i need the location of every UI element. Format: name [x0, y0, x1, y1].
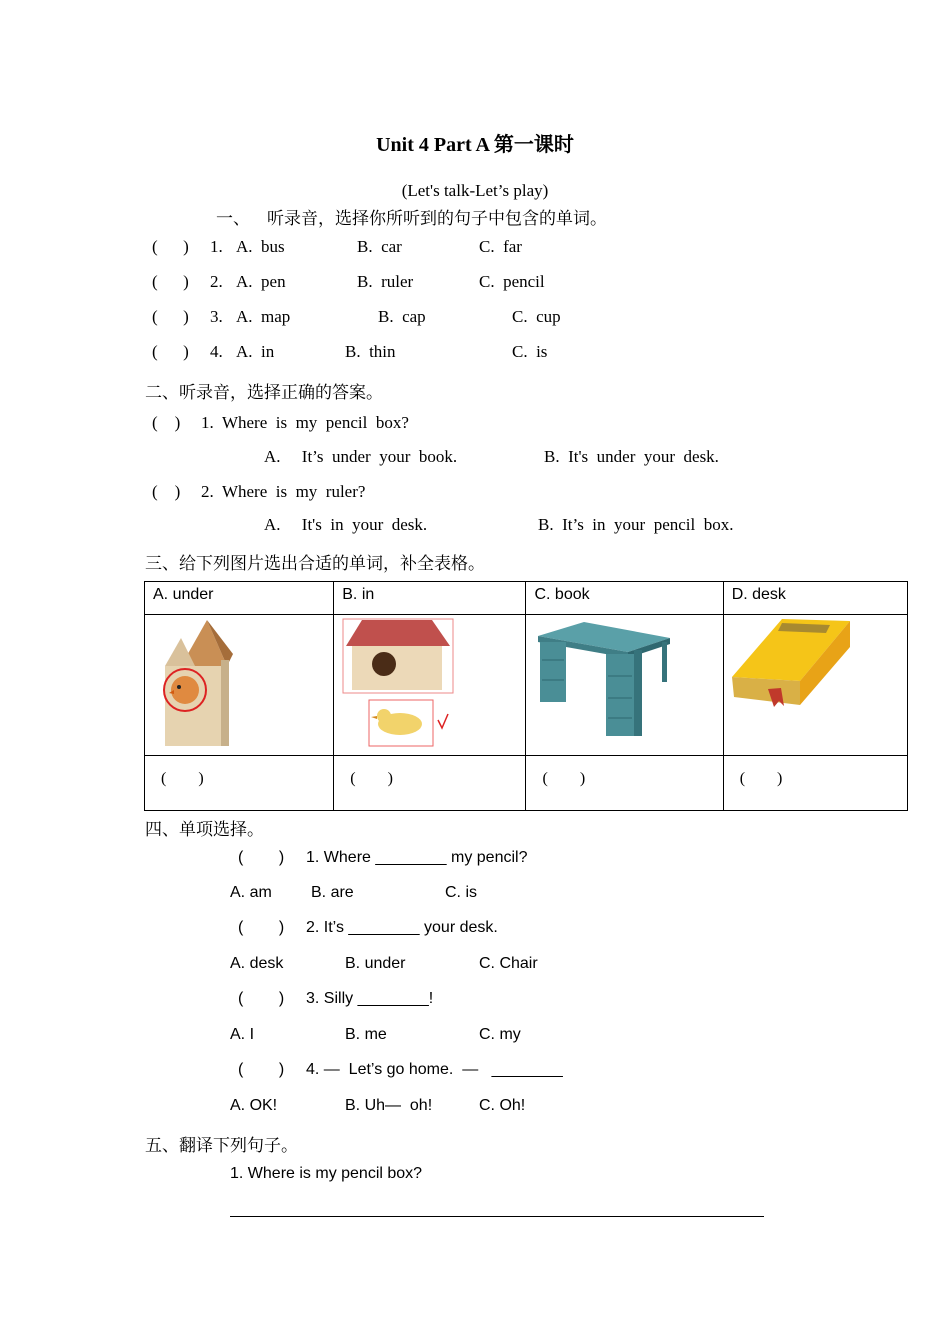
item-number: 4.: [210, 342, 223, 361]
option-b: B. under: [345, 955, 406, 972]
answer-paren[interactable]: ( ): [238, 990, 285, 1007]
answer-paren[interactable]: ( ): [152, 272, 189, 291]
answer-paren[interactable]: ( ): [152, 307, 189, 326]
item-number: 3.: [210, 307, 223, 326]
option-a: A. It’s under your book.: [264, 447, 458, 466]
answer-cell[interactable]: [526, 756, 723, 811]
option-a: A. It's in your desk.: [264, 515, 428, 534]
option-b: B. are: [311, 884, 354, 901]
option-b: B. It's under your desk.: [544, 447, 719, 466]
option-a: A. map: [236, 307, 291, 326]
answer-paren[interactable]: ( ): [152, 413, 181, 432]
desk-image: [534, 620, 674, 746]
answer-paren[interactable]: ( ): [350, 770, 393, 787]
birdhouse-tall-image: [159, 618, 279, 752]
picture-cell: [334, 615, 526, 756]
question-text: 1. Where ________ my pencil?: [306, 849, 528, 866]
translate-sentence: 1. Where is my pencil box?: [230, 1165, 423, 1182]
option-b: B. Uh— oh!: [345, 1097, 433, 1114]
option-b: B. thin: [345, 342, 396, 361]
page-title: Unit 4 Part A 第一课时: [376, 134, 574, 156]
answer-paren[interactable]: ( ): [152, 482, 181, 501]
option-c: C. cup: [512, 307, 561, 326]
word-picture-table: [144, 581, 908, 811]
answer-cell[interactable]: [723, 756, 907, 811]
answer-line[interactable]: [230, 1216, 764, 1217]
option-c: C. my: [479, 1026, 521, 1043]
option-c: C. far: [479, 237, 522, 256]
section5-heading: 五、翻译下列句子。: [145, 1136, 298, 1155]
option-c: C. Chair: [479, 955, 538, 972]
section4-heading: 四、单项选择。: [145, 820, 264, 839]
option-c: C. pencil: [479, 272, 545, 291]
book-image: [730, 619, 860, 719]
answer-cell[interactable]: [334, 756, 526, 811]
answer-paren[interactable]: ( ): [238, 1061, 285, 1078]
question-text: 4. — Let’s go home. — ________: [306, 1061, 563, 1078]
section1-heading: 一、 听录音，选择你所听到的句子中包含的单词。: [216, 209, 607, 228]
option-a: A. desk: [230, 955, 284, 972]
picture-cell: [526, 615, 723, 756]
word-cell: D. desk: [723, 582, 907, 615]
word-cell: A. under: [145, 582, 334, 615]
item-number: 2.: [210, 272, 223, 291]
question-text: 2. It’s ________ your desk.: [306, 919, 498, 936]
option-c: C. is: [445, 884, 477, 901]
word-cell: C. book: [526, 582, 723, 615]
birdhouse-and-bird-image: [342, 616, 464, 750]
option-a: A. OK!: [230, 1097, 278, 1114]
option-b: B. ruler: [357, 272, 414, 291]
answer-paren[interactable]: ( ): [161, 770, 204, 787]
option-b: B. cap: [378, 307, 426, 326]
word-cell: B. in: [334, 582, 526, 615]
answer-paren[interactable]: ( ): [238, 849, 285, 866]
question-text: 3. Silly ________!: [306, 990, 434, 1007]
item-number: 1.: [210, 237, 223, 256]
question-text: 2. Where is my ruler?: [201, 482, 366, 501]
answer-paren[interactable]: ( ): [739, 770, 783, 787]
option-a: A. bus: [236, 237, 285, 256]
option-a: A. I: [230, 1026, 255, 1043]
section2-heading: 二、听录音，选择正确的答案。: [145, 383, 383, 402]
option-a: A. in: [236, 342, 275, 361]
picture-cell: [145, 615, 334, 756]
section3-heading: 三、给下列图片选出合适的单词，补全表格。: [145, 554, 485, 573]
option-b: B. car: [357, 237, 402, 256]
answer-paren[interactable]: ( ): [152, 342, 189, 361]
answer-paren[interactable]: ( ): [542, 770, 586, 787]
picture-cell: [723, 615, 907, 756]
option-c: C. Oh!: [479, 1097, 526, 1114]
option-c: C. is: [512, 342, 548, 361]
answer-paren[interactable]: ( ): [238, 919, 285, 936]
answer-paren[interactable]: ( ): [152, 237, 189, 256]
page-subtitle: (Let's talk-Let’s play): [401, 181, 549, 200]
question-text: 1. Where is my pencil box?: [201, 413, 409, 432]
option-a: A. am: [230, 884, 272, 901]
option-a: A. pen: [236, 272, 286, 291]
option-b: B. me: [345, 1026, 387, 1043]
option-b: B. It’s in your pencil box.: [538, 515, 734, 534]
answer-cell[interactable]: [145, 756, 334, 811]
